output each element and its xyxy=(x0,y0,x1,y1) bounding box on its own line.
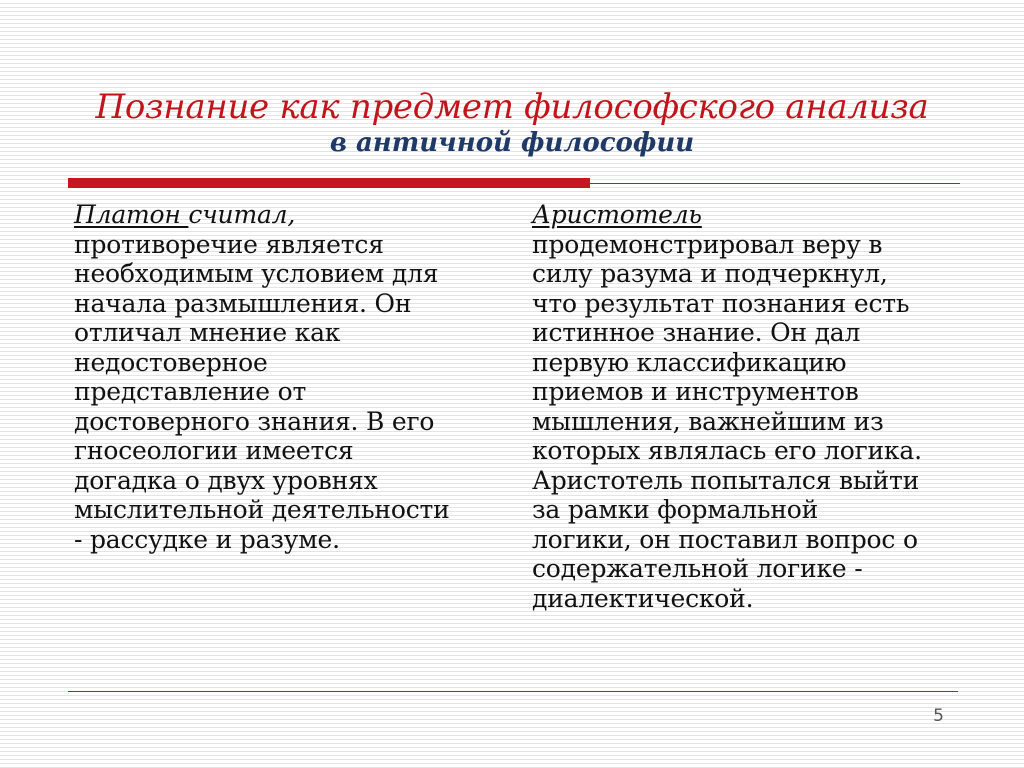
aristotle-text-line: истинное знание. Он дал xyxy=(532,318,861,347)
slide-subtitle: в античной философии xyxy=(329,128,695,158)
aristotle-text-line: продемонстрировал веру в xyxy=(532,229,883,259)
aristotle-text-line: что результат познания есть xyxy=(532,288,910,318)
slide-title: Познание как предмет философского анализа xyxy=(95,87,929,127)
plato-text-line: необходимым условием для xyxy=(74,259,439,288)
plato-column xyxy=(74,200,504,554)
plato-text-line: отличал мнение как xyxy=(74,318,341,347)
plato-text-line: представление от xyxy=(74,377,307,406)
plato-name: Платон xyxy=(74,200,189,229)
aristotle-lead-line xyxy=(532,200,962,230)
page-number: 5 xyxy=(933,706,944,726)
plato-text-line: догадка о двух уровнях xyxy=(74,465,378,495)
plato-text-line: гносеологии имеется xyxy=(74,436,354,465)
aristotle-name: Аристотель xyxy=(532,200,702,229)
plato-text-line: начала размышления. Он xyxy=(74,288,412,318)
title-rule-thick xyxy=(68,178,590,188)
aristotle-column xyxy=(532,200,962,613)
plato-lead-line xyxy=(74,200,504,230)
aristotle-text-line: мышления, важнейшим из xyxy=(532,406,884,436)
aristotle-text-line: Аристотель попытался выйти xyxy=(532,465,920,495)
aristotle-text-line: силу разума и подчеркнул, xyxy=(532,259,888,288)
footer-rule xyxy=(68,691,958,692)
title-rule-thin xyxy=(590,183,960,184)
plato-text-line: - рассудке и разуме. xyxy=(74,524,340,554)
plato-text-line: недостоверное xyxy=(74,347,268,377)
title-block xyxy=(60,86,964,158)
plato-text-line: мыслительной деятельности xyxy=(74,495,450,524)
aristotle-text-line: которых являлась его логика. xyxy=(532,436,922,465)
aristotle-text-line: содержательной логике - xyxy=(532,554,863,583)
plato-text-line: достоверного знания. В его xyxy=(74,406,435,436)
aristotle-text-line: первую классификацию xyxy=(532,347,847,377)
plato-text-line: противоречие является xyxy=(74,229,384,259)
aristotle-text-line: диалектической. xyxy=(532,583,754,613)
aristotle-text-line: приемов и инструментов xyxy=(532,377,859,406)
plato-lead-rest: считал, xyxy=(188,200,296,229)
aristotle-text-line: логики, он поставил вопрос о xyxy=(532,524,918,554)
aristotle-text-line: за рамки формальной xyxy=(532,495,819,524)
